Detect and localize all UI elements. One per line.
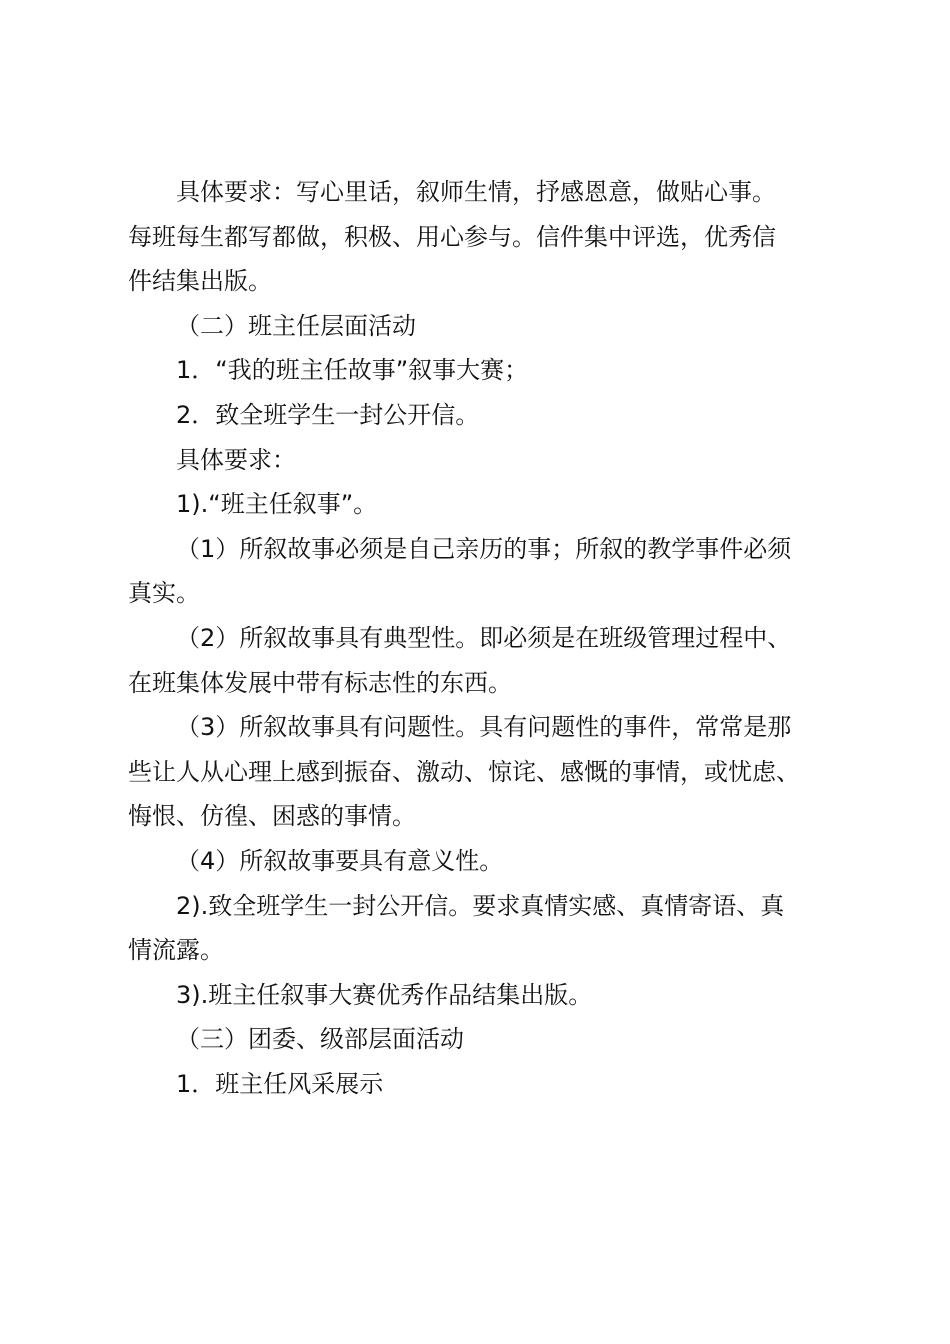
sub-item-2 [128, 884, 843, 973]
text-line: 1．“我的班主任故事”叙事大赛； [176, 356, 529, 385]
text-line: 情流露。 [128, 936, 224, 965]
text-line: 悔恨、仿徨、困惑的事情。 [128, 802, 416, 831]
requirement-3 [128, 705, 843, 839]
text-line: 些让人从心理上感到振奋、激动、惊诧、感慨的事情，或忧虑、 [128, 757, 800, 786]
text-line: 1．班主任风采展示 [176, 1069, 384, 1098]
list-item-1 [128, 348, 843, 393]
text-line: 3).班主任叙事大赛优秀作品结集出版。 [176, 980, 593, 1009]
list-item-showcase [128, 1062, 843, 1107]
text-line: （2）所叙故事具有典型性。即必须是在班级管理过程中、 [176, 623, 792, 652]
text-line: 2).致全班学生一封公开信。要求真情实感、真情寄语、真 [176, 891, 785, 920]
requirement-4 [128, 839, 843, 884]
text-line: （三）团委、级部层面活动 [176, 1025, 464, 1054]
document-body [128, 170, 843, 1106]
sub-item-1 [128, 482, 843, 527]
text-line: 具体要求： [176, 445, 296, 474]
text-line: （3）所叙故事具有问题性。具有问题性的事件，常常是那 [176, 713, 792, 742]
text-line: （4）所叙故事要具有意义性。 [176, 846, 504, 875]
text-line: 真实。 [128, 579, 200, 608]
sub-item-3 [128, 973, 843, 1018]
text-line: 1).“班主任叙事”。 [176, 490, 378, 519]
text-line: 件结集出版。 [128, 267, 272, 296]
requirements-label [128, 438, 843, 483]
text-line: 在班集体发展中带有标志性的东西。 [128, 668, 512, 697]
section-heading-teacher-activities [128, 304, 843, 349]
text-line: （1）所叙故事必须是自己亲历的事；所叙的教学事件必须 [176, 534, 792, 563]
text-line: 每班每生都写都做，积极、用心参与。信件集中评选，优秀信 [128, 222, 776, 251]
list-item-2 [128, 393, 843, 438]
paragraph-student-requirements [128, 170, 843, 304]
text-line: 2．致全班学生一封公开信。 [176, 400, 480, 429]
requirement-1 [128, 527, 843, 616]
requirement-2 [128, 616, 843, 705]
text-line: 具体要求：写心里话，叙师生情，抒感恩意，做贴心事。 [176, 178, 776, 206]
text-line: （二）班主任层面活动 [176, 311, 416, 340]
section-heading-league-activities [128, 1017, 843, 1062]
